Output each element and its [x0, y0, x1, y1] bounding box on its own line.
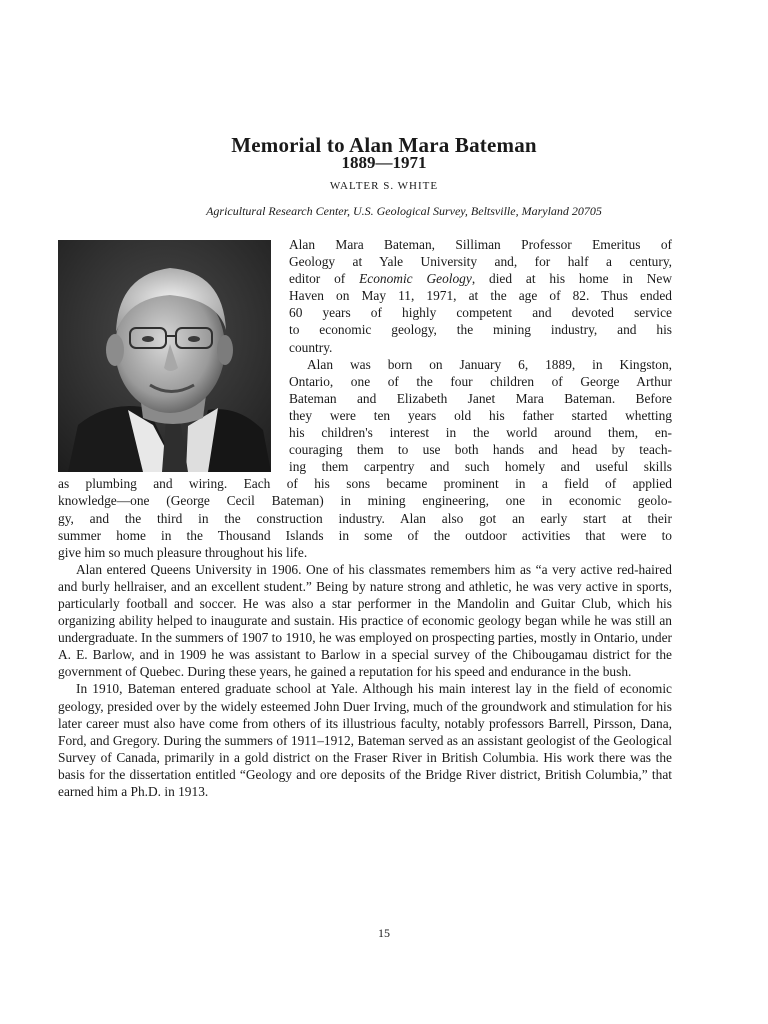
text-line: as plumbing and wiring. Each of his sons became prominent in a field of applied — [58, 476, 672, 492]
page-number: 15 — [378, 926, 390, 940]
text-line: to economic geology, the mining industry, and his — [289, 322, 672, 338]
text-line: Ontario, one of the four children of George Arthur — [289, 373, 672, 389]
text-line: knowledge—one (George Cecil Bateman) in mining engineering, one in economic geolo- — [58, 493, 672, 509]
paragraph-1 — [58, 236, 672, 356]
text-line: give him so much pleasure throughout his life. — [58, 544, 308, 560]
text-line: gy, and the third in the construction industry. Alan also got an early start at their — [58, 510, 672, 526]
text-line: Alan was born on January 6, 1889, in Kingston, — [307, 356, 672, 372]
paragraph-4: In 1910, Bateman entered graduate school at Yale. Although his main interest lay in the field of economic geology, presided over by the widely esteemed John Duer Irving, much of the groundwork and stimulation for his later career must also have come from others of its illustrious faculty, notably professors Barrell, Pirsson, Dana, Ford, and Gregory. During the summers of 1911–1912, Bateman served as an assistant geologist of the Geological Survey of Canada, primarily in a gold district on the Fraser River in British Columbia. His work there was the basis for the dissertation entitled “Geology and ore deposits of the Bridge River district, British Columbia,” that earned him a Ph.D. in 1913. — [58, 681, 672, 799]
text-line: ing them carpentry and such homely and useful skills — [289, 459, 672, 475]
text-line: Geology at Yale University and, for half a century, — [289, 254, 672, 270]
life-years: 1889—1971 — [341, 153, 427, 172]
text-line: 60 years of highly competent and devoted service — [289, 305, 672, 321]
text-line: editor of Economic Geology, died at his home in New — [289, 271, 672, 287]
paragraph-3: Alan entered Queens University in 1906. One of his classmates remembers him as “a very active red-haired and burly hellraiser, and an excellent student.” Being by nature strong and athletic, he was very active in sports, particularly football and soccer. He was also a star performer in the Mandolin and Guitar Club, which his organizing ability helped to inaugurate and sustain. His practice of economic geology began while he was still an undergraduate. In the summers of 1907 to 1910, he was employed on prospecting parties, mostly in Ontario, under A. E. Barlow, and in 1909 he was assistant to Barlow in a special survey of the Chibougamau district for the government of Quebec. During these years, he gained a reputation for his speed and endurance in the bush. — [58, 561, 672, 680]
paragraph-2 — [58, 356, 672, 561]
text-line: couraging them to use both hands and head by teach- — [289, 442, 672, 458]
memorial-body — [58, 236, 672, 800]
text-line: country. — [289, 339, 333, 355]
journal-title: Economic Geology — [359, 271, 472, 287]
memorial-title: Memorial to Alan Mara Bateman — [231, 133, 537, 157]
text-line: Alan Mara Bateman, Silliman Professor Emeritus of — [289, 237, 672, 252]
text-line: summer home in the Thousand Islands in some of the outdoor activities that were to — [58, 527, 672, 543]
author-name: WALTER S. WHITE — [329, 180, 439, 192]
author-affiliation — [0, 204, 768, 219]
text-line: Haven on May 11, 1971, at the age of 82. Thus ended — [289, 288, 672, 304]
text-line: his children's interest in the world around them, en- — [289, 425, 672, 441]
text-line: Bateman and Elizabeth Janet Mara Bateman. Before — [289, 390, 672, 406]
affiliation-text: Agricultural Research Center, U.S. Geological Survey, Beltsville, Maryland 20705 — [206, 204, 602, 218]
text-line: they were ten years old his father started whetting — [289, 407, 672, 423]
